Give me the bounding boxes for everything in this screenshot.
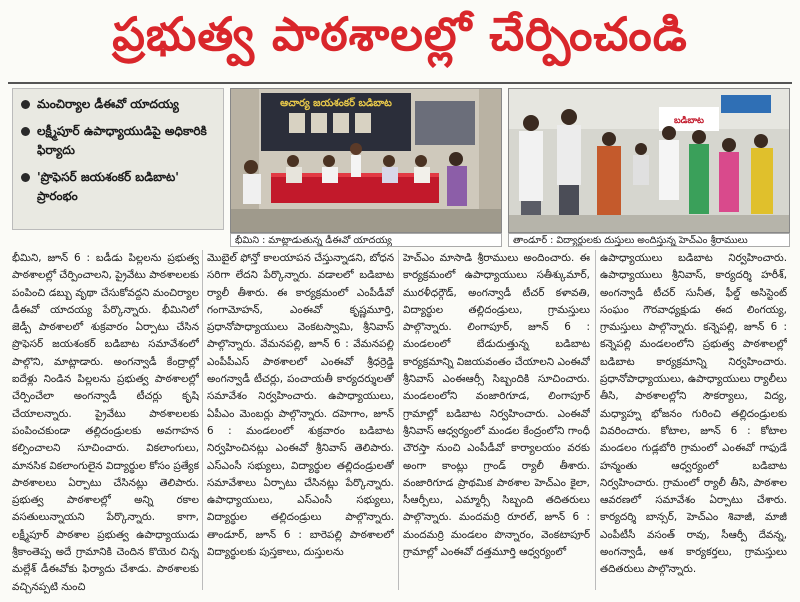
article-column	[207, 250, 394, 596]
bullet-icon	[21, 127, 30, 136]
column-divider	[595, 250, 596, 590]
column-text: హెచ్ఎం మాసాడి శ్రీరాములు అందించారు. ఈ కార్యక్రమంలో ఉపాధ్యాయులు సతీశ్కుమార్, మురళీధర్గౌడ్, అంగన్వాడీ టీచర్ కళావతి, విద్యార్థుల తల్లిదండ్రులు, గ్రామస్తులు పాల్గొన్నారు. లింగాపూర్, జూన్ 6 : మండలంలో బేడుదుత్తున్న బడిబాట కార్యక్రమాన్ని విజయవంతం చేయాలని ఎంఈవో శ్రీనివాస్ ఎంఈఆర్సీ సిబ్బందికి సూచించారు. మండలంలోని వంజారిగూడ, లింగాపూర్ గ్రామాల్లో బడిబాట నిర్వహించారు. ఎంఈవో శ్రీనివాస్ ఆధ్వర్యంలో మండల కేంద్రంలోని గాంధీ చౌరస్తా నుంచి ఎంపీడీవో కార్యాలయం వరకు అంగా కాంట్లు గ్రాండ్ ర్యాలీ తీశారు. వంజారిగూడ ప్రాథమిక పాఠశాల హెచ్ఎం కైలా, సీఆర్పీలు, ఎమ్మార్సీ సిబ్బంది తదితరులు పాల్గొన్నారు. మందమర్రి రూరల్, జూన్ 6 : మందమర్రి మండలం పొన్నారం, వెంకటాపూర్ గ్రామాల్లో ఎంఈవో దత్తమూర్తి ఆధ్వర్యంలో	[403, 252, 590, 559]
headline	[0, 0, 800, 80]
column-divider	[398, 250, 399, 590]
column-text: మొబైల్ ఫోన్తో కాలయాపన చేస్తున్నాడని, బోధన సరిగా లేదని పేర్కొన్నారు. వడాలలో బడిబాట ర్యాలీ తీశారు. ఈ కార్యక్రమంలో ఎంపీడీవో గంగామోహన్, ఎంఈవో కృష్ణమూర్తి, ప్రధానోపాధ్యాయులు వెంకటస్వామి, శ్రీనివాస్ పాల్గొన్నారు. వేమనపల్లి, జూన్ 6 : వేమనపల్లి ఎంపీపీఎస్ పాఠశాలలో ఎంఈవో శ్రీధర్రెడ్డి అంగన్వాడీ టీచర్లు, పంచాయతీ కార్యదర్శులతో సమావేశం నిర్వహించారు. ఉపాధ్యాయులు, ఏపీఎం మెంబర్లు పాల్గొన్నారు. దహెగాం, జూన్ 6 : మండలంలో శుక్రవారం బడిబాట నిర్వహించినట్లు ఎంఈవో శ్రీనివాస్ తెలిపారు. ఎస్ఎంసీ సభ్యులు, విద్యార్థుల తల్లిదండ్రులతో సమావేశాలు ఏర్పాటు చేసినట్లు పేర్కొన్నారు. ఉపాధ్యాయులు, ఎస్ఎంసీ సభ్యులు, విద్యార్థుల తల్లిదండ్రులు పాల్గొన్నారు. తాండూర్, జూన్ 6 : బారెపల్లి పాఠశాలలో విద్యార్థులకు పుస్తకాలు, దుస్తులను	[207, 252, 394, 559]
highlight-text: 'ప్రొఫెసర్ జయశంకర్ బడిబాట' ప్రారంభం	[37, 170, 179, 203]
highlight-item	[21, 122, 217, 160]
highlight-text: లక్ష్మీపూర్ ఉపాధ్యాయుడిపై అధికారికి ఫిర్యాదు	[37, 124, 207, 157]
headline-text: ప్రభుత్వ పాఠశాలల్లో చేర్పించండి	[112, 7, 688, 61]
highlight-item	[21, 168, 217, 206]
photo-distribution	[508, 88, 790, 233]
photo-caption: భీమిని : మాట్లాడుతున్న డీఈవో యాదయ్య	[230, 233, 502, 247]
article-column	[600, 250, 787, 596]
bullet-icon	[21, 100, 30, 109]
photo-meeting	[230, 88, 502, 233]
highlight-item	[21, 95, 217, 114]
highlight-text: మంచిర్యాల డీఈవో యాదయ్య	[37, 97, 179, 111]
article-column	[403, 250, 590, 596]
meeting-scene-illustration	[231, 89, 501, 232]
column-divider	[202, 250, 203, 590]
headline-divider	[8, 82, 792, 84]
column-text: భీమిని, జూన్ 6 : బడీడు పిల్లలను ప్రభుత్వ పాఠశాలల్లో చేర్పించాలని, ప్రైవేటు పాఠశాలలకు పంపించి డబ్బు వృథా చేసుకోవద్దని మంచిర్యాల డీఈవో యాదయ్య పేర్కొన్నారు. భీమినిలో జెడ్పీ పాఠశాలలో శుక్రవారం ఏర్పాటు చేసిన ప్రొఫెసర్ జయశంకర్ బడిబాట సమావేశంలో పాల్గొని, మాట్లాడారు. అంగన్వాడీ కేంద్రాల్లో ఐదేళ్లు నిండిన పిల్లలను ప్రభుత్వ పాఠశాలల్లో చేర్పించేలా అంగన్వాడీ టీచర్లు కృషి చేయాలన్నారు. ప్రైవేటు పాఠశాలలకు పంపించకుండా తల్లిదండ్రులకు అవగాహన కల్పించాలని సూచించారు. వికలాంగులు, మానసిక వికలాంగులైన విద్యార్థుల కోసం ప్రత్యేక పాఠశాలలు ఏర్పాటు చేసినట్లు తెలిపారు. ప్రభుత్వ పాఠశాలల్లో అన్ని రకాల వసతులున్నాయని పేర్కొన్నారు. కాగా, లక్ష్మీపూర్ పాఠశాల ప్రభుత్వ ఉపాధ్యాయుడు శ్రీకాంతెప్ప అదే గ్రామానికి చెందిన కొయెర చిన్న మల్లేశ్ డీఈవోకు ఫిర్యాదు చేశాడు. పాఠశాలకు వచ్చినప్పటి నుంచి	[12, 252, 199, 593]
stage-banner-text: ఆచార్య జయశంకర్ బడిబాట	[280, 98, 392, 109]
banner-text: బడిబాట	[673, 116, 705, 126]
photo-caption: తాండూర్ : విద్యార్థులకు దుస్తులు అందిస్తున్న హెచ్ఎం శ్రీరాములు	[508, 233, 790, 247]
article-column	[12, 250, 199, 596]
column-text: ఉపాధ్యాయులు బడిబాట నిర్వహించారు. ఉపాధ్యాయులు శ్రీనివాస్, కార్యదర్శి హరీశ్, అంగన్వాడీ టీచర్ సునీత, ఫీల్డ్ అసిస్టెంట్ సంఘం గౌరవాధ్యక్షుడు ఈద లింగయ్య, గ్రామస్తులు పాల్గొన్నారు. కన్నెపల్లి, జూన్ 6 : కన్నెపల్లి మండలంలోని ప్రభుత్వ పాఠశాలల్లో బడిబాట కార్యక్రమాన్ని నిర్వహించారు. ప్రధానోపాధ్యాయులు, ఉపాధ్యాయులు ర్యాలీలు తీసి, పాఠశాలల్లోని సౌకర్యాలు, విద్య, మధ్యాహ్న భోజనం గురించి తల్లిదండ్రులకు వివరించారు. కోటాల, జూన్ 6 : కోటాల మండలం గుడ్లబోరి గ్రామంలో ఎంఈవో గాఫుడే హన్మంతు ఆధ్వర్యంలో బడిబాట నిర్వహించారు. గ్రామంలో ర్యాలీ తీసి, పాఠశాల ఆవరణలో సమావేశం ఏర్పాటు చేశారు. కార్యదర్శి బాన్సర్, హెచ్ఎం శివాజీ, మాజీ ఎంపీటీసీ వసంత్ రావు, సీఆర్పీ దేవన్న, అంగన్వాడీ, ఆశ కార్యకర్తలు, గ్రామస్తులు తదితరులు పాల్గొన్నారు.	[600, 252, 787, 576]
distribution-scene-illustration	[509, 89, 789, 232]
bullet-icon	[21, 173, 30, 182]
highlights-box	[12, 88, 224, 230]
